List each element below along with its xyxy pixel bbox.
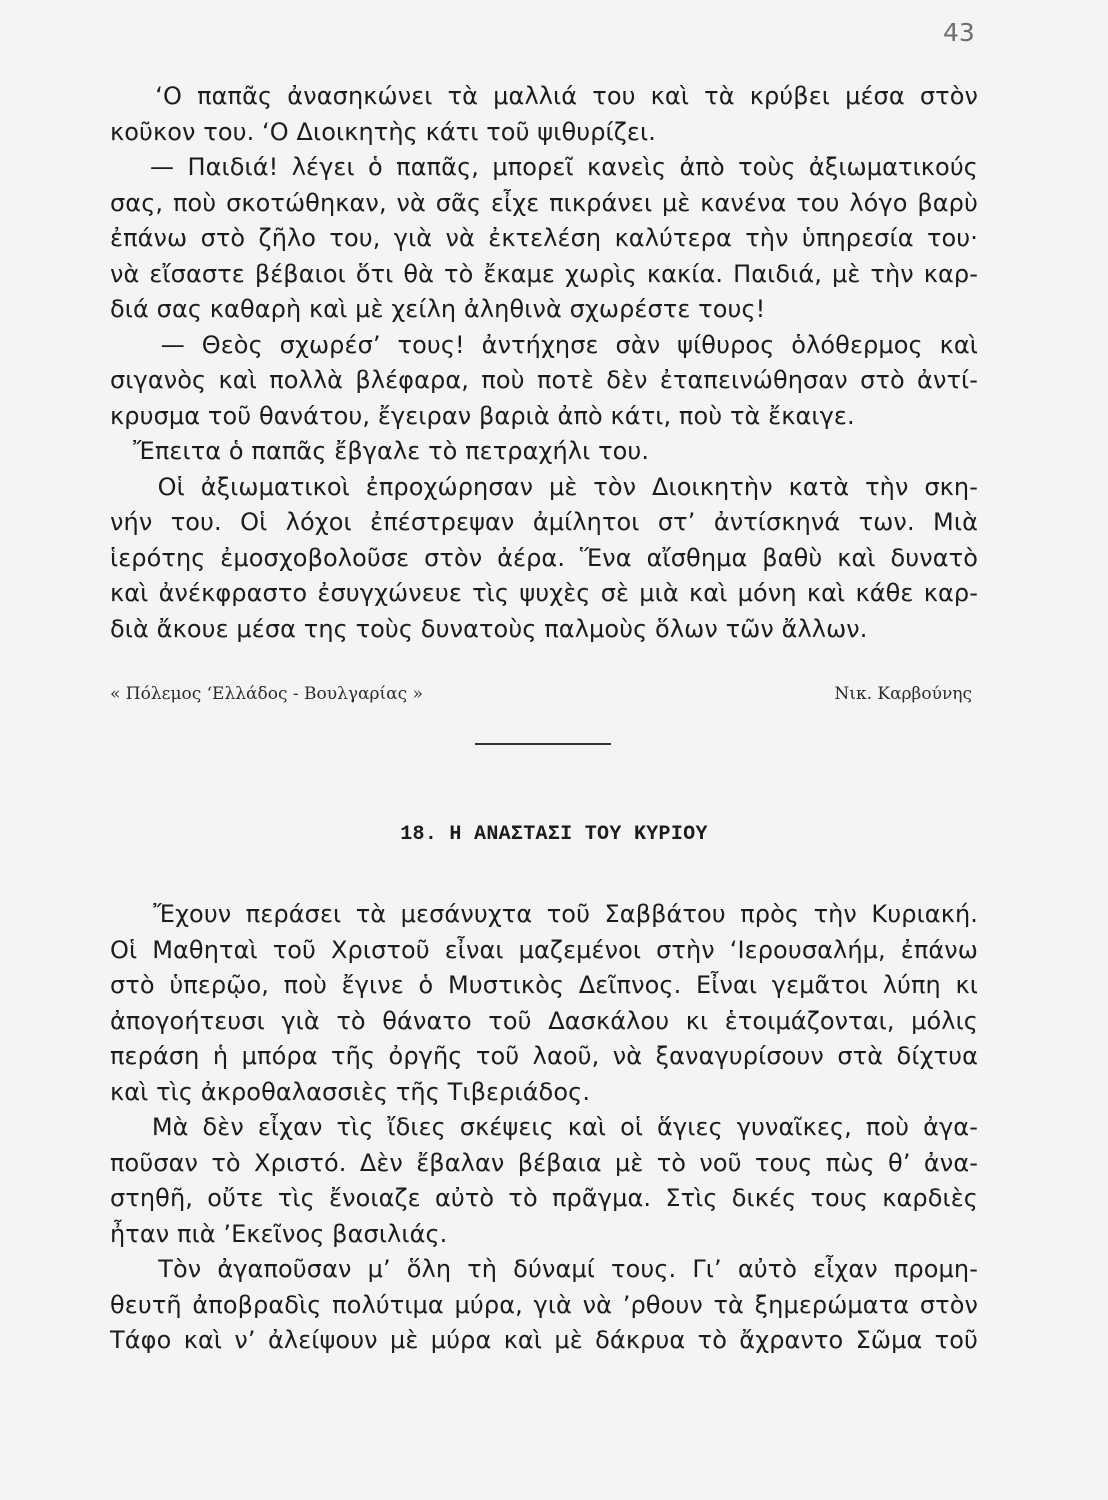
text-line: περάση ἡ μπόρα τῆς ὀργῆς τοῦ λαοῦ, νὰ ξαναγυρίσουν στὰ δίχτυα <box>110 1042 978 1070</box>
text-line: στὸ ὑπερῷο, ποὺ ἔγινε ὁ Μυστικὸς Δεῖπνος. Εἶναι γεμᾶτοι λύπη κι <box>110 971 978 999</box>
text-line: ‘Ο παπᾶς ἀνασηκώνει τὰ μαλλιά του καὶ τὰ κρύβει μέσα στὸν <box>110 82 978 110</box>
text-line: — Παιδιά! λέγει ὁ παπᾶς, μπορεῖ κανεὶς ἀπὸ τοὺς ἀξιωματικούς <box>110 153 978 181</box>
text-line: Οἱ Μαθηταὶ τοῦ Χριστοῦ εἶναι μαζεμένοι στὴν ‘Ιερουσαλήμ, ἐπάνω <box>110 935 978 964</box>
source-title: « Πόλεμος ‘Ελλάδος - Βουλγαρίας » <box>110 684 423 704</box>
text-line: καὶ ἀνέκφραστο ἐσυγχώνευε τὶς ψυχὲς σὲ μιὰ καὶ μόνη καὶ κάθε καρ- <box>110 579 978 607</box>
text-block-2 <box>110 897 978 1359</box>
text-line: ἀπογοήτευσι γιὰ τὸ θάνατο τοῦ Δασκάλου κι ἑτοιμάζονται, μόλις <box>110 1006 978 1035</box>
chapter-heading: 18. Η ΑΝΑΣΤΑΣΙ ΤΟΥ ΚΥΡΙΟΥ <box>400 823 708 846</box>
text-line: στηθῆ, οὔτε τὶς ἔνοιαζε αὐτὸ τὸ πρᾶγμα. Στὶς δικές τους καρδιὲς <box>110 1184 978 1212</box>
text-line: θευτῆ ἀποβραδὶς πολύτιμα μύρα, γιὰ νὰ ’ρθουν τὰ ξημερώματα στὸν <box>110 1290 978 1319</box>
text-line: σιγανὸς καὶ πολλὰ βλέφαρα, ποὺ ποτὲ δὲν ἐταπεινώθησαν στὸ ἀντί- <box>110 366 978 394</box>
section-divider <box>475 743 611 745</box>
text-line: νήν του. Οἱ λόχοι ἐπέστρεψαν ἀμίλητοι στ’ ἀντίσκηνά των. Μιὰ <box>110 508 978 536</box>
text-line: Οἱ ἀξιωματικοὶ ἐπροχώρησαν μὲ τὸν Διοικητὴν κατὰ τὴν σκη- <box>110 472 978 501</box>
text-block-1 <box>110 79 978 647</box>
text-line: ἦταν πιὰ ’Εκεῖνος βασιλιάς. <box>110 1219 448 1248</box>
page-number: 43 <box>943 18 975 47</box>
text-line: ἱερότης ἐμοσχοβολοῦσε στὸν ἀέρα. Ἕνα αἴσθημα βαθὺ καὶ δυνατὸ <box>110 543 978 572</box>
text-line: σας, ποὺ σκοτώθηκαν, νὰ σᾶς εἶχε πικράνει μὲ κανένα του λόγο βαρὺ <box>110 188 978 217</box>
text-line: κοῦκον του. ‘Ο Διοικητὴς κάτι τοῦ ψιθυρίζει. <box>110 117 656 146</box>
source-author: Νικ. Καρβούνης <box>834 684 972 704</box>
text-line: κρυσμα τοῦ θανάτου, ἔγειραν βαριὰ ἀπὸ κάτι, ποὺ τὰ ἔκαιγε. <box>110 401 855 430</box>
text-line: ποῦσαν τὸ Χριστό. Δὲν ἔβαλαν βέβαια μὲ τὸ νοῦ τους πὼς θ’ ἀνα- <box>110 1148 978 1177</box>
text-line: Ἔχουν περάσει τὰ μεσάνυχτα τοῦ Σαββάτου πρὸς τὴν Κυριακή. <box>110 900 978 928</box>
text-line: — Θεὸς σχωρέσ’ τους! ἀντήχησε σὰν ψίθυρος ὁλόθερμος καὶ <box>110 330 978 359</box>
text-line: Τάφο καὶ ν’ ἀλείψουν μὲ μύρα καὶ μὲ δάκρυα τὸ ἄχραντο Σῶμα τοῦ <box>110 1326 978 1354</box>
text-line: καὶ τὶς ἀκροθαλασσιὲς τῆς Τιβεριάδος. <box>110 1077 591 1106</box>
text-line: νὰ εἴσαστε βέβαιοι ὅτι θὰ τὸ ἔκαμε χωρὶς κακία. Παιδιά, μὲ τὴν καρ- <box>110 259 978 288</box>
text-line: Ἔπειτα ὁ παπᾶς ἔβγαλε τὸ πετραχήλι του. <box>110 437 650 465</box>
text-line: διὰ ἄκουε μέσα της τοὺς δυνατοὺς παλμοὺς ὅλων τῶν ἄλλων. <box>110 614 868 643</box>
text-line: Τὸν ἀγαποῦσαν μ’ ὅλη τὴ δύναμί τους. Γι’ αὐτὸ εἶχαν προμη- <box>110 1255 978 1283</box>
text-line: ἐπάνω στὸ ζῆλο του, γιὰ νὰ ἐκτελέση καλύτερα τὴν ὑπηρεσία του· <box>110 224 978 252</box>
text-line: διά σας καθαρὴ καὶ μὲ χείλη ἀληθινὰ σχωρέστε τους! <box>110 295 766 323</box>
text-line: Μὰ δὲν εἶχαν τὶς ἴδιες σκέψεις καὶ οἱ ἅγιες γυναῖκες, ποὺ ἀγα- <box>110 1113 978 1141</box>
